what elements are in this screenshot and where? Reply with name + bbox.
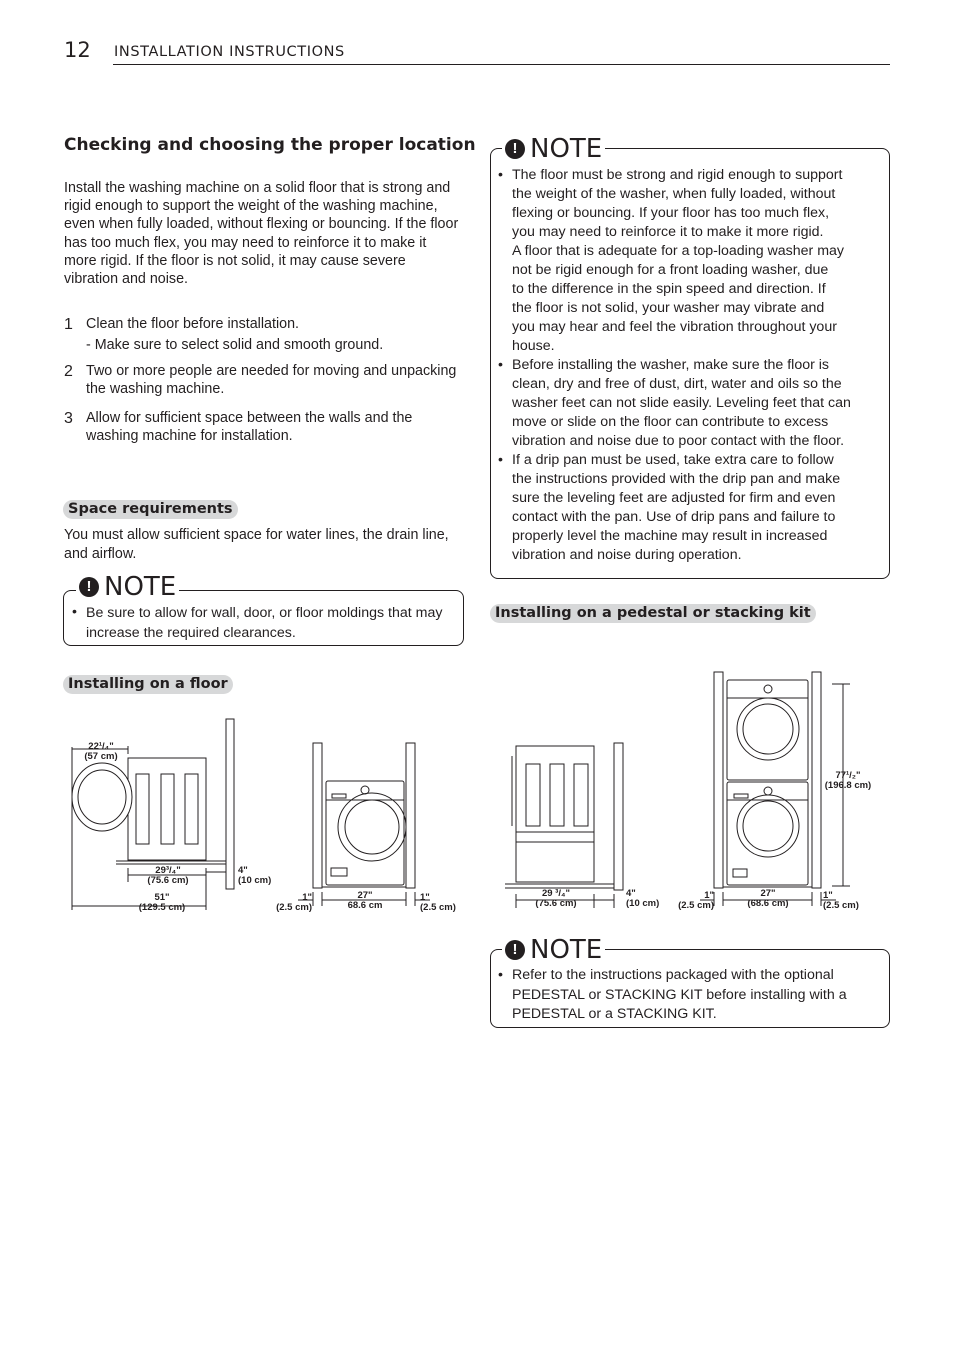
bullet: • xyxy=(498,357,503,373)
warning-icon: ! xyxy=(79,577,99,597)
note-main-line-text: flexing or bouncing. If your floor has too much flex, xyxy=(512,205,830,221)
dim-metric: (129.5 cm) xyxy=(138,902,186,913)
note-label xyxy=(502,937,605,963)
note-main-line-text: properly level the machine may result in increased xyxy=(512,528,828,544)
warning-icon: ! xyxy=(505,139,525,159)
note-main-line-text: move or slide on the floor can contribute to excess xyxy=(512,414,829,430)
space-requirements-text: You must allow sufficient space for water lines, the drain line, and airflow. xyxy=(64,527,449,562)
note-main-line xyxy=(498,375,886,394)
dim-metric: (75.6 cm) xyxy=(147,875,189,886)
step-text: Allow for sufficient space between the walls and the washing machine for installation. xyxy=(86,410,413,444)
dim-value: 51" xyxy=(154,892,170,903)
dim-value: 27" xyxy=(357,890,373,901)
dim-value: 27" xyxy=(760,888,776,899)
note-label-text: NOTE xyxy=(104,572,177,602)
step-number: 1 xyxy=(64,316,73,333)
dim-value: 1" xyxy=(823,890,833,901)
note-main-line xyxy=(498,356,886,375)
dim-pedestal-depth xyxy=(528,889,584,909)
note-main-line-text: you may need to reinforce it to make it more rigid. xyxy=(512,224,824,240)
dim-right-gap xyxy=(420,893,464,913)
pedestal-side-view xyxy=(505,743,623,908)
note-label xyxy=(76,574,179,600)
dim-metric: (75.6 cm) xyxy=(535,898,577,909)
note-space-text: Be sure to allow for wall, door, or floor moldings that may increase the required clearances. xyxy=(86,605,443,641)
dim-value: 22¹/₄" xyxy=(88,741,114,752)
header-rule xyxy=(113,64,890,65)
pedestal-heading: Installing on a pedestal or stacking kit xyxy=(490,604,816,623)
step-1 xyxy=(64,316,464,356)
dim-depth xyxy=(140,866,196,886)
note-main-line-text: house. xyxy=(512,338,555,354)
dim-stack-right-gap xyxy=(823,891,867,911)
note-main-line xyxy=(498,280,886,299)
floor-heading: Installing on a floor xyxy=(63,675,233,694)
note-main-line-text: washer feet can not slide easily. Leveling feet that can xyxy=(512,395,851,411)
warning-icon: ! xyxy=(505,940,525,960)
note-pedestal-text: Refer to the instructions packaged with the optional PEDESTAL or STACKING KIT before installing with a PEDESTAL or a STACKING KIT. xyxy=(512,967,847,1022)
dim-metric: (10 cm) xyxy=(626,898,660,909)
note-main-line xyxy=(498,489,886,508)
note-main-line-text: the floor is not solid, your washer may vibrate and xyxy=(512,300,825,316)
dim-stack-width xyxy=(742,889,794,909)
note-pedestal-bullet xyxy=(498,966,878,1026)
bullet: • xyxy=(498,167,503,183)
note-main-line xyxy=(498,546,886,565)
note-main-line-text: to the difference in the spin speed and direction. If xyxy=(512,281,826,297)
note-main-line xyxy=(498,185,886,204)
note-main-line xyxy=(498,318,886,337)
dim-width xyxy=(340,891,390,911)
note-main-line xyxy=(498,337,886,356)
note-main-line xyxy=(498,451,886,470)
dim-stack-height xyxy=(820,771,876,791)
space-requirements-heading: Space requirements xyxy=(63,500,238,519)
note-main-line-text: you may hear and feel the vibration throughout your xyxy=(512,319,837,335)
note-main-line-text: vibration and noise due to poor contact with the floor. xyxy=(512,433,845,449)
note-main-line-text: the weight of the washer, when fully loaded, without xyxy=(512,186,836,202)
dim-pedestal-rear-gap xyxy=(626,889,666,909)
note-main-line-text: sure the leveling feet are adjusted for firm and even xyxy=(512,490,836,506)
location-intro: Install the washing machine on a solid floor that is strong and rigid enough to support the weight of the washing machine, even when fully loaded, without flexing or bouncing. If the floor has too much flex, you may need to reinforce it to make it more rigid. If the floor is not solid, it may cause severe vibration and noise. xyxy=(64,180,459,288)
step-number: 3 xyxy=(64,410,73,427)
note-main-line xyxy=(498,242,886,261)
dim-left-gap xyxy=(268,893,312,913)
dim-metric: (10 cm) xyxy=(238,875,272,886)
note-label-text: NOTE xyxy=(530,134,603,164)
note-main-line xyxy=(498,299,886,318)
step-subtext: - Make sure to select solid and smooth ground. xyxy=(86,337,384,353)
section-title: INSTALLATION INSTRUCTIONS xyxy=(114,44,345,60)
dim-value: 1" xyxy=(704,890,714,901)
note-main-line-text: contact with the pan. Use of drip pans and failure to xyxy=(512,509,836,525)
note-main-line-text: not be rigid enough for a front loading washer, due xyxy=(512,262,829,278)
step-number: 2 xyxy=(64,363,73,380)
step-text: Clean the floor before installation. xyxy=(86,316,299,332)
dim-metric: 68.6 cm xyxy=(347,900,383,911)
note-main-line xyxy=(498,394,886,413)
note-main-line-text: clean, dry and free of dust, dirt, water and oils so the xyxy=(512,376,842,392)
dim-depth-door xyxy=(82,742,120,762)
dim-value: 29³/₄" xyxy=(155,865,181,876)
note-main-line xyxy=(498,470,886,489)
note-main-line xyxy=(498,166,886,185)
note-main-line-text: the instructions provided with the drip pan and make xyxy=(512,471,841,487)
note-main-line-text: vibration and noise during operation. xyxy=(512,547,742,563)
note-main-line xyxy=(498,527,886,546)
note-main-line xyxy=(498,413,886,432)
note-space-bullet xyxy=(72,603,452,643)
note-main-line xyxy=(498,204,886,223)
note-label-text: NOTE xyxy=(530,935,603,965)
dim-metric: (196.8 cm) xyxy=(824,780,872,791)
bullet: • xyxy=(498,967,503,983)
dim-value: 1" xyxy=(302,892,312,903)
dim-metric: (2.5 cm) xyxy=(823,900,859,911)
dim-metric: (68.6 cm) xyxy=(747,898,789,909)
dim-metric: (2.5 cm) xyxy=(420,902,456,913)
dim-value: 77¹/₂" xyxy=(835,770,861,781)
note-main-line xyxy=(498,432,886,451)
dim-value: 29 ³/₄" xyxy=(541,888,571,899)
dim-stack-left-gap xyxy=(672,891,714,911)
note-main-line xyxy=(498,261,886,280)
step-3 xyxy=(64,410,464,446)
dim-value: 4" xyxy=(238,865,248,876)
dim-value: 4" xyxy=(626,888,636,899)
note-main-body xyxy=(498,166,886,565)
dim-total-depth xyxy=(132,893,192,913)
note-main-line-text: The floor must be strong and rigid enough to support xyxy=(512,167,843,183)
note-label xyxy=(502,136,605,162)
dim-metric: (2.5 cm) xyxy=(678,900,714,911)
page-number: 12 xyxy=(64,38,91,62)
note-main-line-text: A floor that is adequate for a top-loading washer may xyxy=(512,243,845,259)
bullet: • xyxy=(72,604,77,620)
step-text: Two or more people are needed for moving and unpacking the washing machine. xyxy=(86,363,457,397)
dim-value: 1" xyxy=(420,892,430,903)
dim-metric: (57 cm) xyxy=(84,751,118,762)
note-main-line xyxy=(498,223,886,242)
note-main-line xyxy=(498,508,886,527)
location-heading: Checking and choosing the proper location xyxy=(64,135,476,155)
note-main-line-text: Before installing the washer, make sure the floor is xyxy=(512,357,830,373)
dim-metric: (2.5 cm) xyxy=(276,902,312,913)
installation-diagrams xyxy=(0,660,954,930)
note-main-line-text: If a drip pan must be used, take extra care to follow xyxy=(512,452,834,468)
bullet: • xyxy=(498,452,503,468)
step-2 xyxy=(64,363,464,399)
floor-front-view xyxy=(298,743,430,906)
dim-rear-gap xyxy=(238,866,278,886)
